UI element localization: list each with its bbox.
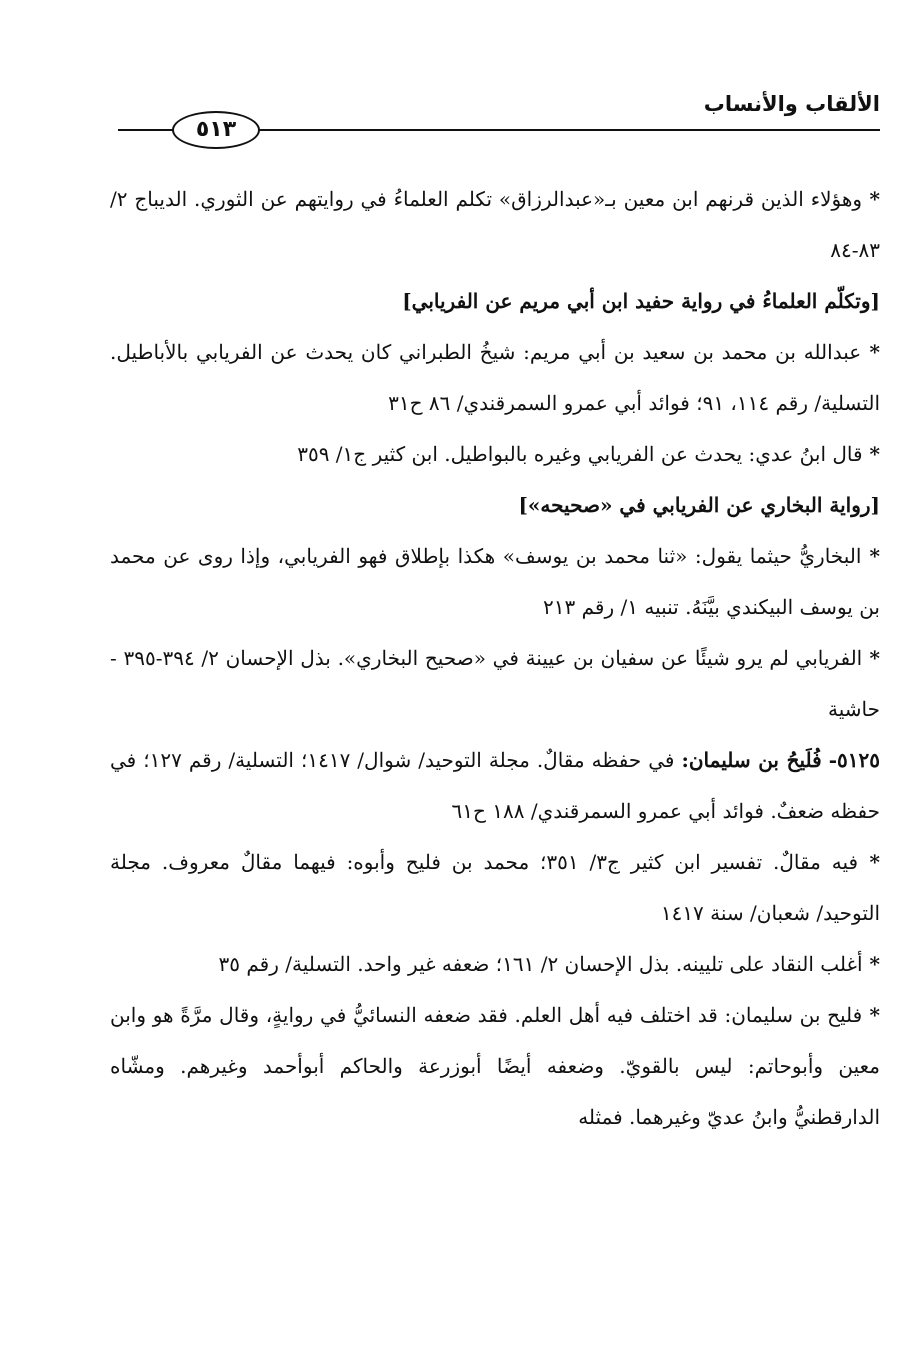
bullet-star: * [862, 646, 880, 670]
bullet-star: * [858, 850, 880, 874]
paragraph [110, 531, 880, 633]
paragraph-text: وهؤلاء الذين قرنهم ابن معين بـ«عبدالرزاق» تكلم العلماءُ في روايتهم عن الثوري. الديباج ٢/ ٨٣-٨٤ [110, 187, 880, 262]
bullet-star: * [862, 952, 880, 976]
paragraph-text: أغلب النقاد على تليينه. بذل الإحسان ٢/ ١٦١؛ ضعفه غير واحد. التسلية/ رقم ٣٥ [218, 952, 863, 976]
section-heading: [وتكلّم العلماءُ في رواية حفيد ابن أبي مريم عن الفريابي] [402, 289, 880, 313]
paragraph [110, 327, 880, 429]
paragraph-text: الفريابي لم يرو شيئًا عن سفيان بن عيينة في «صحيح البخاري». بذل الإحسان ٢/ ٣٩٤-٣٩٥ - حاشية [110, 646, 880, 721]
paragraph-text: فليح بن سليمان: قد اختلف فيه أهل العلم. فقد ضعفه النسائيُّ في روايةٍ، وقال مرَّةً هو وابن معين وأبوحاتم: ليس بالقويّ. وضعفه أيضًا أبوزرعة والحاكم أبوأحمد وغيرهم. ومشّاه الدارقطنيُّ وابنُ عديّ وغيرهما. فمثله [110, 1003, 880, 1129]
paragraph-text: في حفظه مقالٌ. مجلة التوحيد/ شوال/ ١٤١٧؛ التسلية/ رقم ١٢٧؛ في حفظه ضعفٌ. فوائد أبي عمرو السمرقندي/ ١٨٨ ح٦١ [110, 748, 880, 823]
paragraph [110, 174, 880, 276]
entry-name: فُلَيحُ بن سليمان: [681, 748, 822, 772]
bullet-star: * [862, 1003, 881, 1027]
bullet-star: * [861, 340, 881, 364]
page-number: ٥١٣ [172, 111, 260, 149]
bullet-star: * [861, 544, 880, 568]
paragraph [110, 633, 880, 735]
paragraph [110, 429, 880, 480]
bullet-star: * [862, 442, 880, 466]
running-title: الألقاب والأنساب [703, 92, 880, 116]
paragraph-text: عبدالله بن محمد بن سعيد بن أبي مريم: شيخُ الطبراني كان يحدث عن الفريابي بالأباطيل. التسلية/ رقم ١١٤، ٩١؛ فوائد أبي عمرو السمرقندي/ ٨٦ ح٣١ [110, 340, 880, 415]
page-header [110, 92, 880, 152]
paragraph-text: قال ابنُ عدي: يحدث عن الفريابي وغيره بالبواطيل. ابن كثير ج١/ ٣٥٩ [297, 442, 863, 466]
entry-paragraph [110, 735, 880, 837]
paragraph-text: البخاريُّ حيثما يقول: «ثنا محمد بن يوسف» هكذا بإطلاق فهو الفريابي، وإذا روى عن محمد بن يوسف البيكندي بيَّنَهُ. تنبيه ١/ رقم ٢١٣ [110, 544, 880, 619]
bullet-star: * [862, 187, 881, 211]
section-heading: [رواية البخاري عن الفريابي في «صحيحه»] [518, 493, 880, 517]
paragraph [110, 837, 880, 939]
paragraph-text: فيه مقالٌ. تفسير ابن كثير ج٣/ ٣٥١؛ محمد بن فليح وأبوه: فيهما مقالٌ معروف. مجلة التوحيد/ شعبان/ سنة ١٤١٧ [110, 850, 880, 925]
paragraph [110, 939, 880, 990]
entry-number: ٥١٢٥- [828, 748, 881, 772]
body-text [110, 174, 880, 1143]
paragraph [110, 990, 880, 1143]
